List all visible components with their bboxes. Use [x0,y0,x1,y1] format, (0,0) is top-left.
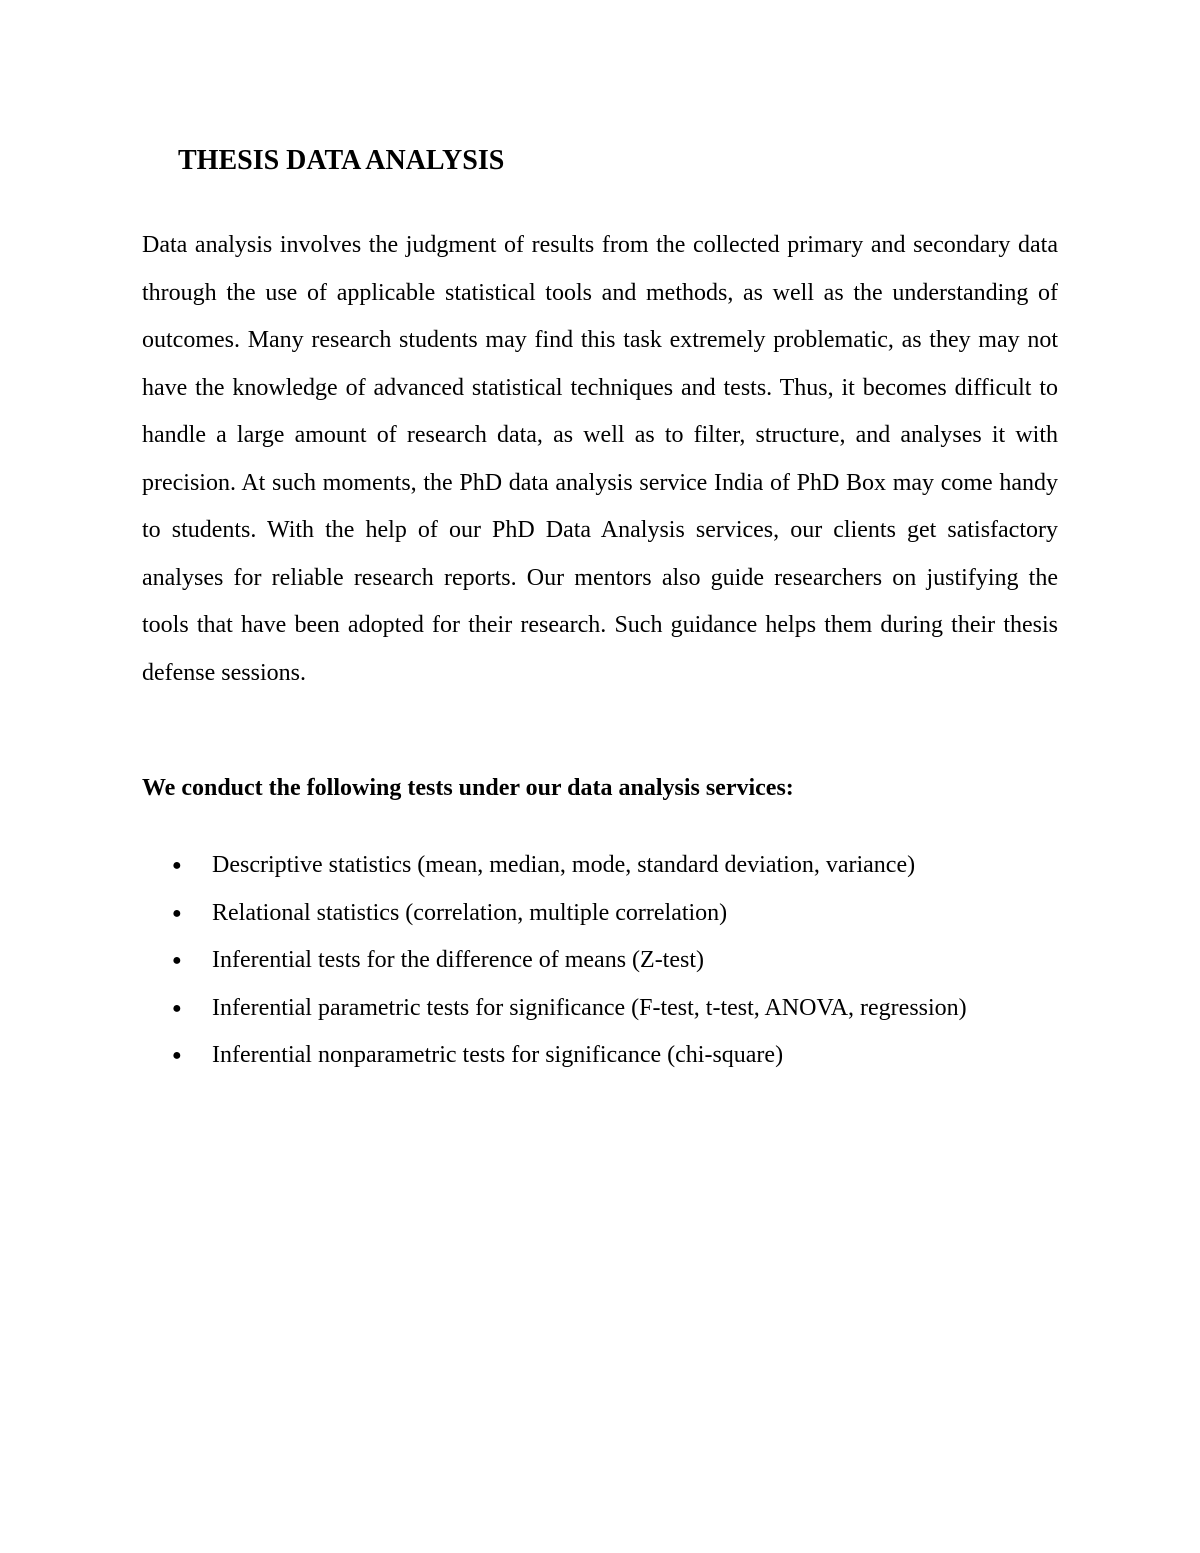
list-item-text: Inferential tests for the difference of means (Z-test) [212,947,704,973]
tests-list [142,842,1042,1080]
list-item [142,937,1042,985]
bullet-icon: ● [172,1047,182,1064]
list-item-text: Relational statistics (correlation, multiple correlation) [212,899,728,926]
intro-paragraph: Data analysis involves the judgment of results from the collected primary and secondary data through the use of applicable statistical tools and methods, as well as the understanding of outcomes. Many research students may find this task extremely problematic, as they may not have the knowledge of advanced statistical techniques and tests. Thus, it becomes difficult to handle a large amount of research data, as well as to filter, structure, and analyses it with precision. At such moments, the PhD data analysis service India of PhD Box may come handy to students. With the help of our PhD Data Analysis services, our clients get satisfactory analyses for reliable research reports. Our mentors also guide researchers on justifying the tools that have been adopted for their research. Such guidance helps them during their thesis defense sessions. [142,232,1058,686]
bullet-icon: ● [172,857,182,874]
list-item [142,842,1042,890]
bullet-icon: ● [172,999,182,1017]
list-item-text: Descriptive statistics (mean, median, mode, standard deviation, variance) [212,852,916,878]
list-item [142,890,1042,938]
list-item [142,985,1042,1033]
document-title: THESIS DATA ANALYSIS [178,145,505,176]
list-item [142,1032,1042,1080]
tests-subheading: We conduct the following tests under our data analysis services: [142,775,794,801]
list-item-text: Inferential nonparametric tests for significance (chi-square) [212,1042,784,1068]
bullet-icon: ● [172,952,182,969]
list-item-text: Inferential parametric tests for significance (F-test, t-test, ANOVA, regression) [212,994,967,1021]
bullet-icon: ● [172,904,182,922]
